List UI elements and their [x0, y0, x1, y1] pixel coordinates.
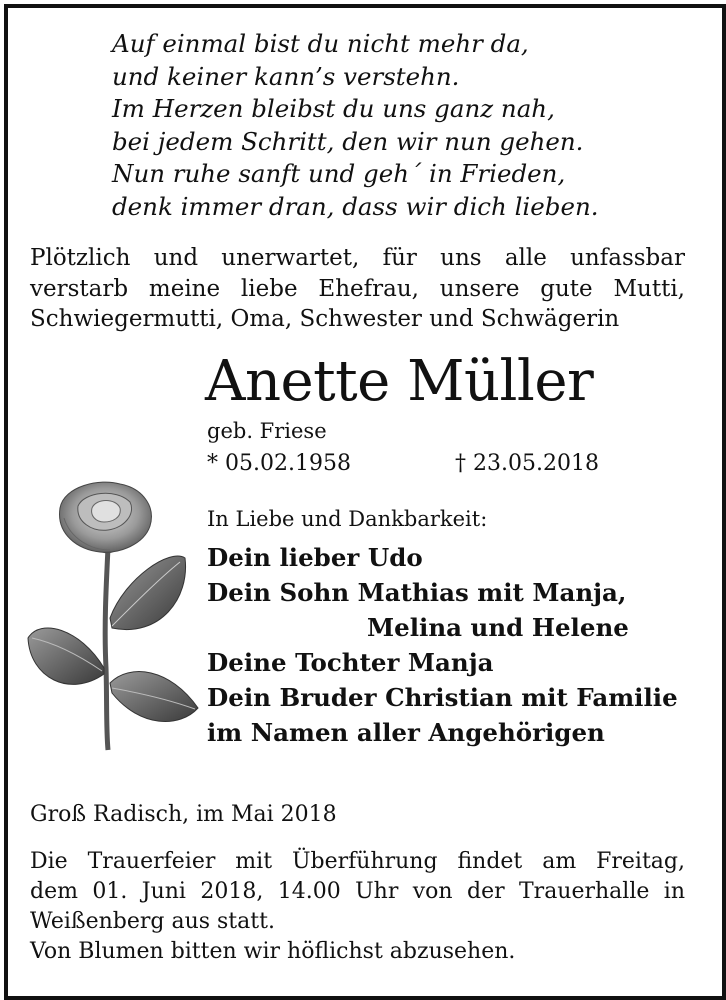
intro-text	[30, 243, 685, 335]
maiden-name: geb. Friese	[207, 419, 327, 443]
funeral-line: Die Trauerfeier mit Überführung findet am Freitag,	[30, 849, 685, 874]
intro-line: verstarb meine liebe Ehefrau, unsere gute Mutti,	[30, 275, 685, 302]
mourners-list	[207, 540, 678, 750]
poem-line: bei jedem Schritt, den wir nun gehen.	[112, 126, 584, 156]
mourner-line: im Namen aller Angehörigen	[207, 718, 605, 747]
rose-image	[20, 478, 200, 758]
deceased-name: Anette Müller	[205, 349, 594, 414]
mourner-line: Dein lieber Udo	[207, 543, 423, 572]
mourner-line: Dein Sohn Mathias mit Manja,	[207, 578, 627, 607]
poem-line: und keiner kann’s verstehn.	[112, 61, 460, 91]
place-date: Groß Radisch, im Mai 2018	[30, 802, 337, 827]
funeral-line: Weißenberg aus statt.	[30, 909, 275, 934]
poem-line: denk immer dran, dass wir dich lieben.	[112, 191, 599, 221]
poem-line: Nun ruhe sanft und geh´ in Frieden,	[112, 159, 566, 188]
poem-line: Im Herzen bleibst du uns ganz nah,	[112, 94, 555, 123]
birth-date: * 05.02.1958	[207, 451, 351, 476]
poem-line: Auf einmal bist du nicht mehr da,	[112, 29, 529, 58]
mourner-line: Melina und Helene	[367, 613, 629, 642]
funeral-info	[30, 847, 685, 967]
intro-line: Plötzlich und unerwartet, für uns alle unfassbar	[30, 245, 685, 271]
funeral-line: Von Blumen bitten wir höflichst abzusehen.	[30, 939, 516, 964]
intro-line: Schwiegermutti, Oma, Schwester und Schwägerin	[30, 306, 620, 332]
mourner-line: Dein Bruder Christian mit Familie	[207, 683, 678, 712]
mourner-line: Deine Tochter Manja	[207, 648, 494, 677]
poem	[112, 28, 599, 223]
funeral-line: dem 01. Juni 2018, 14.00 Uhr von der Trauerhalle in	[30, 879, 685, 904]
death-date: † 23.05.2018	[455, 451, 599, 476]
thanks-line: In Liebe und Dankbarkeit:	[207, 507, 488, 531]
